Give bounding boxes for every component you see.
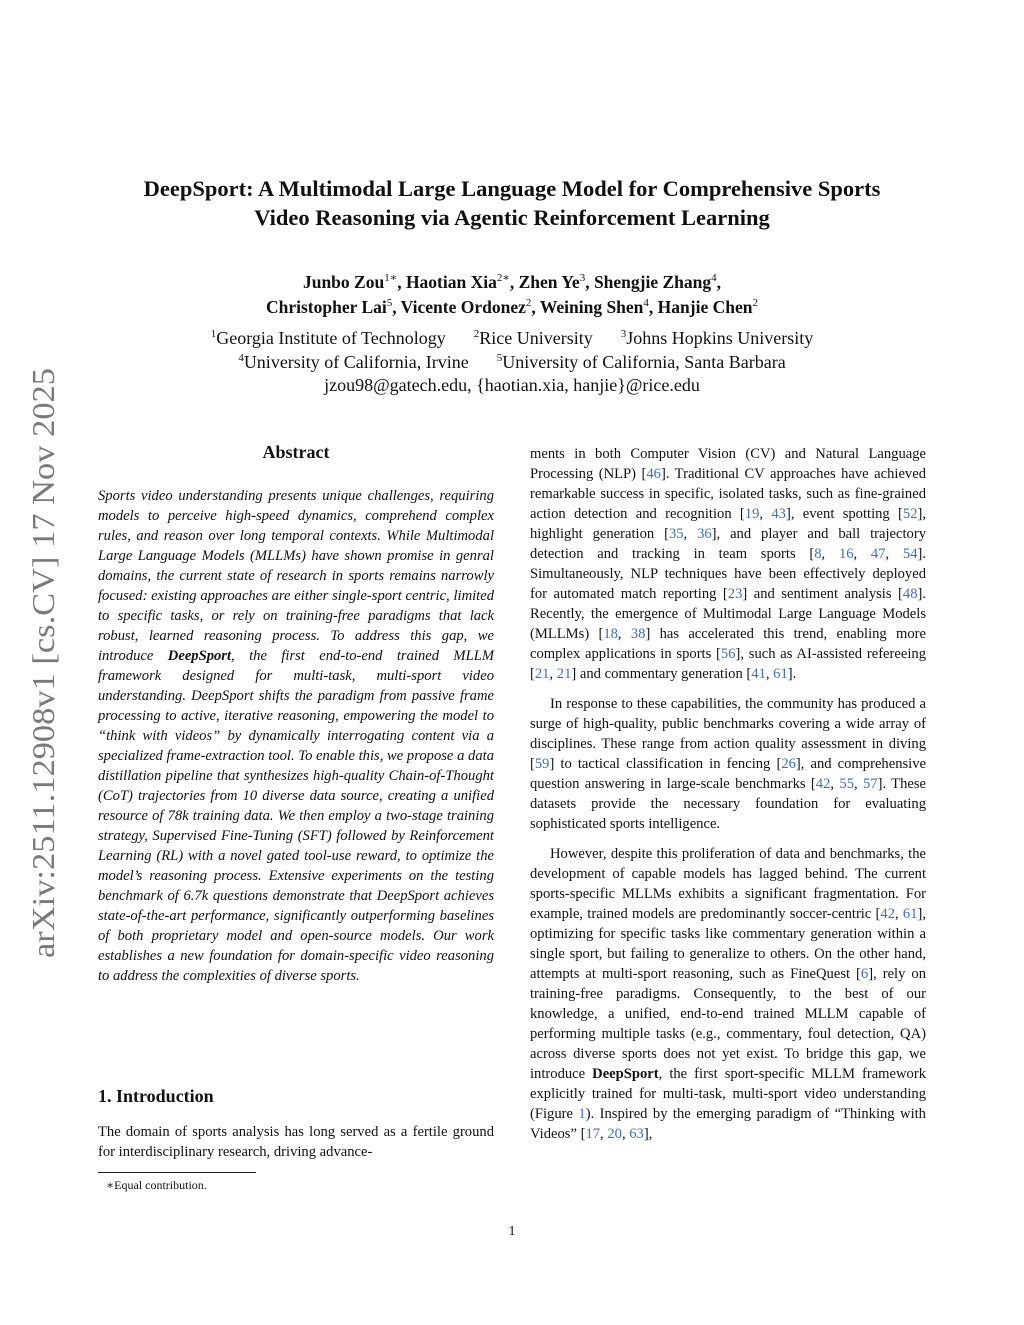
affiliations	[100, 327, 924, 398]
affiliation: University of California, Irvine	[243, 351, 469, 372]
citation-link[interactable]: 42	[880, 906, 896, 922]
author-line-1: Junbo Zou$^{1∗}$, Haotian Xia$^{2∗}$, Zhen Ye$^3$, Shengjie Zhang$^4$,	[302, 272, 722, 292]
citation-link[interactable]: 46	[646, 466, 661, 482]
author-name: Junbo Zou	[302, 272, 385, 292]
abstract-bold-name: DeepSport	[167, 648, 232, 664]
intro-paragraph: The domain of sports analysis has long served as a fertile ground for interdisciplinary research, driving advance-	[98, 1124, 494, 1160]
author-name: Weining Shen	[539, 297, 644, 317]
author-name: Christopher Lai	[266, 297, 387, 317]
citation-link[interactable]: 21	[534, 666, 550, 682]
section-heading-introduction: 1. Introduction	[98, 1086, 214, 1106]
author-name: Zhen Ye	[518, 272, 580, 292]
citation-link[interactable]: 55	[839, 776, 854, 792]
citation-link[interactable]: 42	[815, 776, 831, 792]
author-affil-marker: 4	[643, 297, 649, 310]
arxiv-stamp-text: arXiv:2511.12908v1 [cs.CV] 17 Nov 2025	[25, 409, 61, 958]
author-emails: jzou98@gatech.edu, {haotian.xia, hanjie}@rice.edu	[324, 375, 700, 395]
citation-link[interactable]: 6	[860, 966, 869, 982]
right-column	[530, 444, 926, 1144]
paragraph: ments in both Computer Vision (CV) and Natural Language Processing (NLP) [46]. Traditional CV approaches have achieved remarkable success in specific, isolated tasks, such as fine-grained action detection and recognition [19, 43], event spotting [52], highlight generation [35, 36], and player and ball trajectory detection and tracking in team sports [8, 16, 47, 54]. Simultaneously, NLP techniques have been effectively deployed for automated match reporting [23] and sentiment analysis [48]. Recently, the emergence of Multimodal Large Language Models (MLLMs) [18, 38] has accelerated this trend, enabling more complex applications in sports [56], such as AI-assisted refereeing [21, 21] and commentary generation [41, 61].	[530, 446, 927, 682]
citation-link[interactable]: 16	[838, 546, 854, 562]
citation-link[interactable]: 61	[902, 906, 918, 922]
affiliation: Rice University	[479, 328, 593, 348]
author-name: Shengjie Zhang	[593, 272, 712, 292]
citation-link[interactable]: 18	[603, 626, 618, 642]
citation-link[interactable]: 20	[607, 1126, 622, 1142]
affiliation: Johns Hopkins University	[626, 328, 814, 348]
citation-link[interactable]: 54	[902, 546, 918, 562]
citation-link[interactable]: 21	[556, 666, 572, 682]
citation-link[interactable]: 57	[862, 776, 878, 792]
citation-link[interactable]: 63	[629, 1126, 644, 1142]
author-affil-marker: 4	[711, 272, 717, 285]
affil-marker: 4	[238, 351, 244, 364]
bold-model-name: DeepSport	[592, 1066, 659, 1082]
author-affil-marker: 2	[525, 297, 532, 310]
paper-title	[100, 174, 924, 232]
abstract-body	[98, 486, 494, 986]
author-name: Hanjie Chen	[657, 297, 753, 317]
citation-link[interactable]: 61	[773, 666, 788, 682]
page-number: 1	[508, 1224, 516, 1239]
author-affil-marker: 2	[752, 297, 758, 310]
affil-marker: 3	[620, 328, 627, 340]
citation-link[interactable]: 36	[697, 526, 712, 542]
author-affil-marker: 5	[386, 297, 393, 310]
citation-link[interactable]: 19	[744, 506, 760, 522]
citation-link[interactable]: 48	[902, 586, 918, 602]
author-line-2: Christopher Lai$^5$, Vicente Ordonez$^2$, Weining Shen$^4$, Hanjie Chen$^2$	[266, 297, 758, 317]
title-line-2: Video Reasoning via Agentic Reinforcement Learning	[254, 205, 770, 230]
arxiv-stamp	[6, 366, 78, 958]
citation-link[interactable]: 38	[630, 626, 646, 642]
footnote: ∗Equal contribution.	[106, 1178, 207, 1192]
author-affil-marker: 3	[579, 272, 586, 285]
author-affil-marker: 2∗	[496, 272, 510, 285]
citation-link[interactable]: 17	[585, 1126, 601, 1142]
footnote-rule	[98, 1172, 256, 1173]
affiliation-line-1	[100, 327, 924, 351]
author-affil-marker: 1∗	[384, 272, 398, 285]
citation-link[interactable]: 47	[870, 546, 886, 562]
author-name: Vicente Ordonez	[400, 297, 526, 317]
affil-marker: 2	[473, 328, 480, 340]
paragraph: However, despite this proliferation of data and benchmarks, the development of capable models has lagged behind. The current sports-specific MLLMs exhibits a significant fragmentation. For example, trained models are predominantly soccer-centric [42, 61], optimizing for specific tasks like commentary generation within a single sport, but failing to generalize to others. On the other hand, attempts at multi-sport reasoning, such as FineQuest [6], rely on training-free paradigms. Consequently, to the best of our knowledge, a unified, end-to-end trained MLLM capable of performing multiple tasks (e.g., commentary, foul detection, QA) across diverse sports does not yet exist. To bridge this gap, we introduce DeepSport, the first sport-specific MLLM framework explicitly trained for multi-task, multi-sport video understanding (Figure 1). Inspired by the emerging paradigm of “Thinking with Videos” [17, 20, 63],	[530, 846, 927, 1142]
author-name: Haotian Xia	[405, 272, 497, 292]
affiliation: University of California, Santa Barbara	[502, 351, 786, 372]
affil-marker: 5	[496, 351, 503, 364]
affiliation-line-2	[100, 351, 924, 375]
citation-link[interactable]: 35	[668, 526, 684, 542]
citation-link[interactable]: 43	[771, 506, 786, 522]
citation-link[interactable]: 56	[720, 646, 736, 662]
title-line-1: DeepSport: A Multimodal Large Language Model for Comprehensive Sports	[143, 176, 881, 201]
citation-link[interactable]: 41	[751, 666, 766, 682]
affiliation: Georgia Institute of Technology	[216, 328, 446, 348]
paragraph: In response to these capabilities, the community has produced a surge of high-quality, public benchmarks covering a wide array of disciplines. These range from action quality assessment in diving [59] to tactical classification in fencing [26], and comprehensive question answering in large-scale benchmarks [42, 55, 57]. These datasets provide the necessary foundation for evaluating sophisticated sports intelligence.	[530, 696, 927, 832]
citation-link[interactable]: 26	[781, 756, 796, 772]
affil-marker: 1	[210, 328, 217, 340]
citation-link[interactable]: 52	[902, 506, 918, 522]
abstract-heading: Abstract	[262, 442, 330, 462]
citation-link[interactable]: 59	[534, 756, 550, 772]
citation-link[interactable]: 23	[727, 586, 743, 602]
author-list	[100, 270, 924, 320]
abstract-text: , the first end-to-end trained MLLM framework designed for multi-task, multi-sport video understanding. DeepSport shifts the paradigm from passive frame processing to active, iterative reasoning, empowering the model to “think with videos” by dynamically interrogating content via a specialized frame-extraction tool. To enable this, we propose a data distillation pipeline that synthesizes high-quality Chain-of-Thought (CoT) trajectories from 10 diverse data source, creating a unified resource of 78k training data. We then employ a two-stage training strategy, Supervised Fine-Tuning (SFT) followed by Reinforcement Learning (RL) with a novel gated tool-use reward, to optimize the model’s reasoning process. Extensive experiments on the testing benchmark of 6.7k questions demonstrate that DeepSport achieves state-of-the-art performance, significantly outperforming baselines of both proprietary model and open-source models. Our work establishes a new foundation for domain-specific video reasoning to address the complexities of diverse sports.	[98, 648, 494, 984]
figure-reference-link[interactable]: 1	[578, 1106, 586, 1122]
citation-link[interactable]: 8	[814, 546, 822, 562]
abstract-text: Sports video understanding presents unique challenges, requiring models to perceive high-speed dynamics, comprehend complex rules, and reason over long temporal contexts. While Multimodal Large Language Models (MLLMs) have shown promise in genral domains, the current state of research in sports remains narrowly focused: existing approaches are either single-sport centric, limited to specific tasks, or rely on training-free paradigms that lack robust, learned reasoning process. To address this gap, we introduce	[98, 488, 494, 664]
